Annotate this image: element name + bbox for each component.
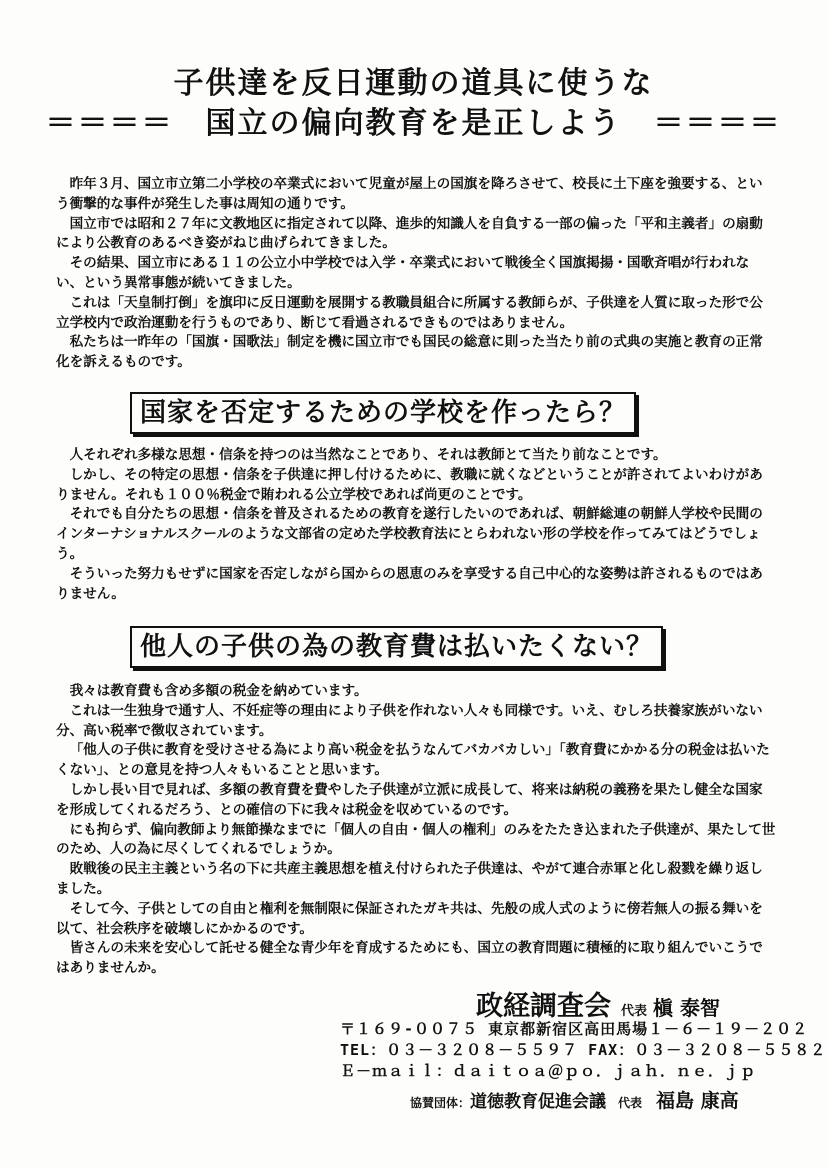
- section-heading-1: 国家を否定するための学校を作ったら？: [130, 392, 636, 434]
- postal-address: 〒１６９-００７５ 東京都新宿区高田馬場１－６－１９－２０２: [340, 1020, 809, 1038]
- representative-name: 槇 泰智: [653, 996, 720, 1020]
- phone-fax: TEL：０３－３２０８－５５９７ FAX：０３－３２０８－５５８２: [340, 1041, 827, 1059]
- paragraph: 敗戦後の民主主義という名の下に共産主義思想を植え付けられた子供達は、やがて連合赤軍と化し殺戮を繰り返しました。: [56, 861, 763, 897]
- paragraph: 「他人の子供に教育を受けさせる為により高い税金を払うなんてバカバカしい」「教育費にかかる分の税金は払いたくない」、との意見を持つ人々もいることと思います。: [56, 742, 770, 779]
- paragraph: これは一生独身で通す人、不妊症等の理由により子供を作れない人々も同様です。いえ、むしろ扶養家族がいない分、高い税率で徴収されています。: [56, 702, 763, 739]
- paragraph: 我々は教育費も含め多額の税金を納めています。: [69, 683, 368, 699]
- paragraph: 皆さんの未来を安心して託せる健全な青少年を育成するためにも、国立の教育問題に積極的に取り組んでいこうではありませんか。: [56, 940, 763, 977]
- section-heading-2: 他人の子供の為の教育費は払いたくない？: [130, 626, 663, 668]
- sub-title: ＝＝＝＝ 国立の偏向教育を是正しよう ＝＝＝＝: [45, 106, 782, 141]
- paragraph: 昨年３月、国立市立第二小学校の卒業式において児童が屋上の国旗を降ろさせて、校長に土下座を強要する、という衝撃的な事件が発生した事は周知の通りです。: [56, 176, 763, 212]
- organization-name: 政経調査会: [476, 991, 611, 1022]
- section-tax: [56, 682, 776, 979]
- email-address: Ｅ－ｍａｉｌ：ｄａｉｔｏａ＠ｐｏ．ｊａｈ．ｎｅ．ｊｐ: [340, 1062, 757, 1080]
- paragraph: 人それぞれ多様な思想・信条を持つのは当然なことであり、それは教師とて当たり前なことです。: [69, 447, 667, 463]
- sponsor-representative-label: 代表: [618, 1096, 643, 1110]
- paragraph: 国立市では昭和２７年に文教地区に指定されて以降、進歩的知識人を自負する一部の偏った「平和主義者」の扇動により公教育のあるべき姿がねじ曲げられてきました。: [56, 215, 763, 252]
- representative-label: 代表: [621, 1004, 648, 1019]
- sponsor-representative-name: 福島 康高: [656, 1090, 739, 1112]
- main-title: 子供達を反日運動の道具に使うな: [173, 66, 654, 101]
- paragraph: その結果、国立市にある１１の公立小中学校では入学・卒業式において戦後全く国旗掲揚・国歌斉唱が行われない、という異常事態が続いてきました。: [56, 255, 750, 291]
- section-intro: [56, 175, 776, 373]
- sponsor-line: [410, 1086, 739, 1113]
- paragraph: しかし長い目で見れば、多額の教育費を費やした子供達が立派に成長して、将来は納税の義務を果たし健全な国家を形成してくれるだろう、との確信の下に我々は税金を収めているのです。: [56, 781, 763, 818]
- paragraph: そういった努力もせずに国家を否定しながら国からの恩恵のみを享受する自己中心的な姿勢は許されるものではありません。: [56, 565, 763, 602]
- sponsor-name: 道徳教育促進会議: [470, 1092, 607, 1112]
- paragraph: 私たちは一昨年の「国旗・国歌法」制定を機に国立市でも国民の総意に則った当たり前の式典の実施と教育の正常化を訴えるものです。: [56, 334, 763, 371]
- paragraph: これは「天皇制打倒」を旗印に反日運動を展開する教職員組合に所属する教師らが、子供達を人質に取った形で公立学校内で政治運動を行うものであり、断じて看過されるできものではありません。: [56, 294, 763, 331]
- paragraph: そして今、子供としての自由と権利を無制限に保証されたガキ共は、先般の成人式のように傍若無人の振る舞いを以て、社会秩序を破壊しにかかるのです。: [56, 900, 763, 937]
- section-school: [56, 446, 776, 604]
- paragraph: しかし、その特定の思想・信条を子供達に押し付けるために、教職に就くなどということが許されてよいわけがありません。それも１００％税金で賄われる公立学校であれば尚更のことです。: [56, 466, 763, 503]
- paragraph: それでも自分たちの思想・信条を普及されるための教育を遂行したいのであれば、朝鮮総連の朝鮮人学校や民間のインターナショナルスクールのような文部省の定めた学校教育法にとらわれない形の学校を作ってみてはどうでしょう。: [56, 506, 763, 562]
- sponsor-label: 協賛団体：: [410, 1096, 471, 1110]
- paragraph: にも拘らず、偏向教師より無節操なまでに「個人の自由・個人の権利」のみをたたき込まれた子供達が、果たして世のため、人の為に尽くしてくれるでしょうか。: [56, 821, 776, 858]
